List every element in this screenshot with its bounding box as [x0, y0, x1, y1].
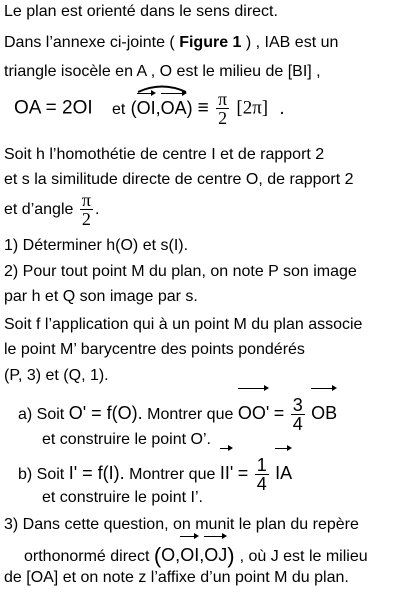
- question-text: orthonormé direct: [24, 548, 150, 565]
- question-text: de [OA] et on note z l’affixe d’un point M du plan.: [4, 569, 349, 586]
- statement-text: Soit h l’homothétie de centre I et de rapport 2: [4, 146, 325, 163]
- denominator: 4: [292, 414, 303, 435]
- fraction-pi-over-2: [80, 191, 93, 228]
- vector-oi: OI: [180, 534, 199, 572]
- equiv-sign: ≡: [197, 97, 209, 119]
- text-line: [4, 287, 198, 307]
- statement-text: triangle isocèle en A , O est le milieu de [BI] ,: [4, 63, 321, 80]
- question-2: [4, 262, 357, 282]
- statement-text: Dans l’annexe ci-jointe (: [4, 34, 175, 51]
- text-line: [4, 568, 349, 588]
- vector-oj: OJ: [204, 534, 227, 572]
- definition-i-prime: I' = f(I).: [68, 463, 125, 483]
- comma: ,: [199, 545, 205, 565]
- statement-text: Le plan est orienté dans le sens direct.: [4, 3, 278, 20]
- equals-sign: =: [273, 403, 285, 423]
- conjunction: et: [111, 100, 126, 118]
- frame-notation: (O,OI,OJ): [154, 545, 240, 565]
- formula-line: [14, 90, 285, 127]
- text-line: [4, 62, 321, 82]
- fraction-3-4: [291, 396, 305, 433]
- question-text: a) Soit: [18, 406, 65, 423]
- question-3: [4, 515, 359, 535]
- numerator: π: [218, 89, 228, 109]
- text-line: [4, 145, 324, 165]
- statement-text: et s la similitude directe de centre O, de rapport 2: [4, 171, 354, 188]
- text-line: [4, 340, 305, 360]
- question-text: 3) Dans cette question, on munit le plan du repère: [4, 516, 359, 533]
- question-text: b) Soit: [18, 466, 65, 483]
- text-line: [42, 488, 203, 508]
- period: .: [94, 201, 100, 218]
- question-text: par h et Q son image par s.: [4, 288, 198, 305]
- equation-oa: OA = 2OI: [14, 97, 93, 119]
- denominator: 2: [81, 209, 91, 230]
- question-text: 2) Pour tout point M du plan, on note P son image: [4, 263, 357, 280]
- question-text: 1) Déterminer h(O) et s(I).: [4, 237, 189, 254]
- angle-expression: ( OI,OA): [131, 98, 198, 118]
- numerator: 3: [292, 395, 303, 416]
- definition-o-prime: O' = f(O).: [68, 403, 143, 423]
- numerator: π: [81, 190, 91, 211]
- vector-oi: OI: [137, 91, 156, 121]
- question-text: et construire le point I’.: [42, 489, 203, 506]
- denominator: 4: [256, 474, 267, 495]
- text-line: [4, 188, 99, 232]
- fraction-pi-over-2: [216, 90, 229, 127]
- denominator: 2: [218, 108, 228, 128]
- question-text: , où J est le milieu: [239, 548, 368, 565]
- origin: O,: [161, 545, 181, 565]
- vector-ia: IA: [275, 446, 292, 496]
- question-text: Montrer que: [129, 466, 216, 483]
- modulo: [2π]: [236, 97, 269, 119]
- statement-text: et d’angle: [4, 201, 74, 218]
- text-line: [4, 315, 362, 335]
- text-line: [4, 33, 338, 53]
- text-line: [4, 170, 354, 190]
- question-text: (P, 3) et (Q, 1).: [4, 367, 109, 384]
- period: .: [279, 97, 285, 119]
- equals-sign: =: [237, 463, 249, 483]
- vector-oa: OA: [161, 91, 187, 121]
- question-text: et construire le point O’.: [42, 431, 211, 448]
- question-text: Montrer que: [147, 406, 234, 423]
- text-line: [4, 2, 278, 22]
- question-text: le point M’ barycentre des points pondérés: [4, 341, 305, 358]
- question-text: Soit f l’application qui à un point M du plan associe: [4, 316, 363, 333]
- vector-oo-prime: OO': [238, 386, 269, 436]
- vector-ob: OB: [311, 386, 337, 436]
- text-line: [4, 366, 109, 386]
- oriented-angle: OI,OA: [137, 91, 187, 121]
- fraction-1-4: [255, 456, 269, 493]
- vector-ii-prime: II': [220, 446, 233, 496]
- figure-reference: Figure 1: [179, 34, 242, 51]
- statement-text: ) , IAB est un: [245, 34, 339, 51]
- numerator: 1: [256, 455, 267, 476]
- question-1: [4, 236, 188, 256]
